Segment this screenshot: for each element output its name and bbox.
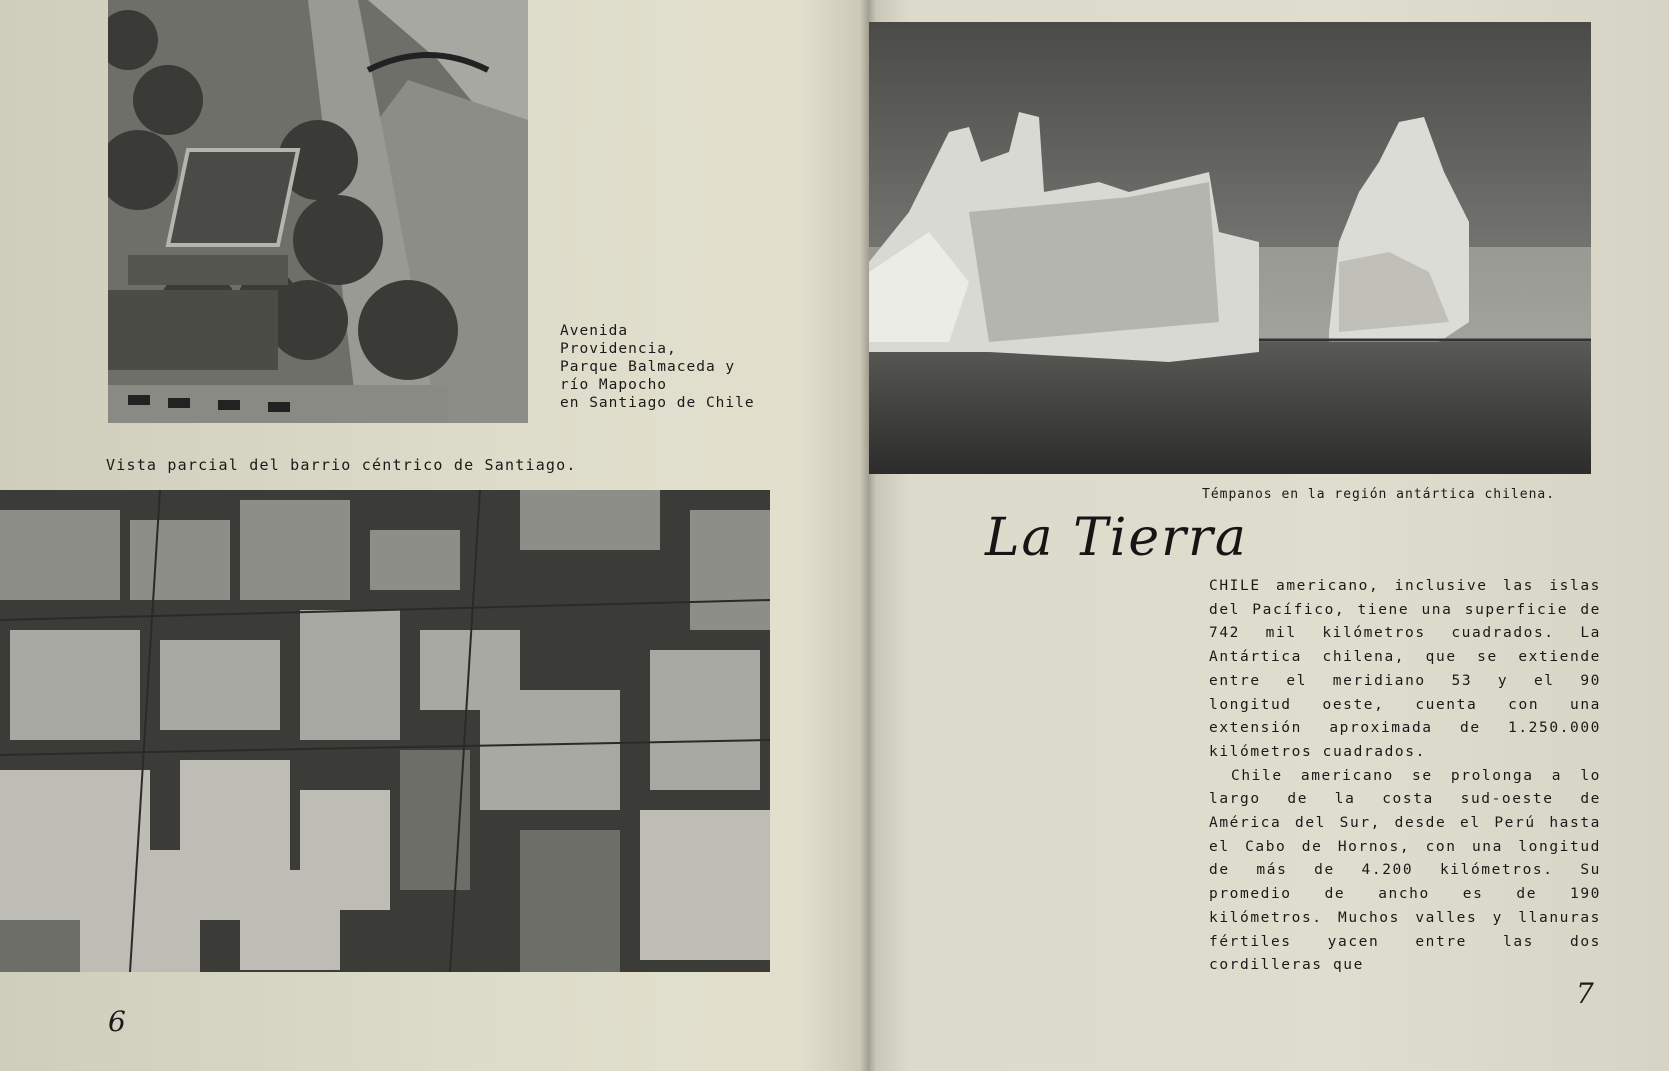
page-number-right: 7 <box>1576 977 1594 1010</box>
paragraph: CHILE americano, inclusive las islas del Pacífico, tiene una superficie de 742 mil kilómetros cuadrados. La Antártica chilena, que se extiende entre el meridiano 53 y el 90 longitud oeste, cuenta con una extensión aproximada de 1.250.000 kilómetros cuadrados. <box>1209 578 1601 760</box>
section-heading: La Tierra <box>985 508 1248 568</box>
park-photo-caption: Avenida Providencia, Parque Balmaceda y río Mapocho en Santiago de Chile <box>560 323 755 411</box>
page-number-left: 6 <box>108 1005 126 1038</box>
photo-santiago-downtown <box>0 490 770 972</box>
paragraph: Chile americano se prolonga a lo largo de la costa sud-oeste de América del Sur, desde el Perú hasta el Cabo de Hornos, con una longitud de más de 4.200 kilómetros. Su promedio de ancho es de 190 kilómetros. Muchos valles y llanuras fértiles yacen entre las dos cordilleras que <box>1209 767 1601 974</box>
photo-parque-balmaceda <box>108 0 528 423</box>
city-photo-caption: Vista parcial del barrio céntrico de Santiago. <box>106 456 577 474</box>
iceberg-photo-caption: Témpanos en la región antártica chilena. <box>1202 487 1556 502</box>
body-text <box>1209 575 1601 978</box>
photo-antarctic-icebergs <box>869 22 1591 474</box>
